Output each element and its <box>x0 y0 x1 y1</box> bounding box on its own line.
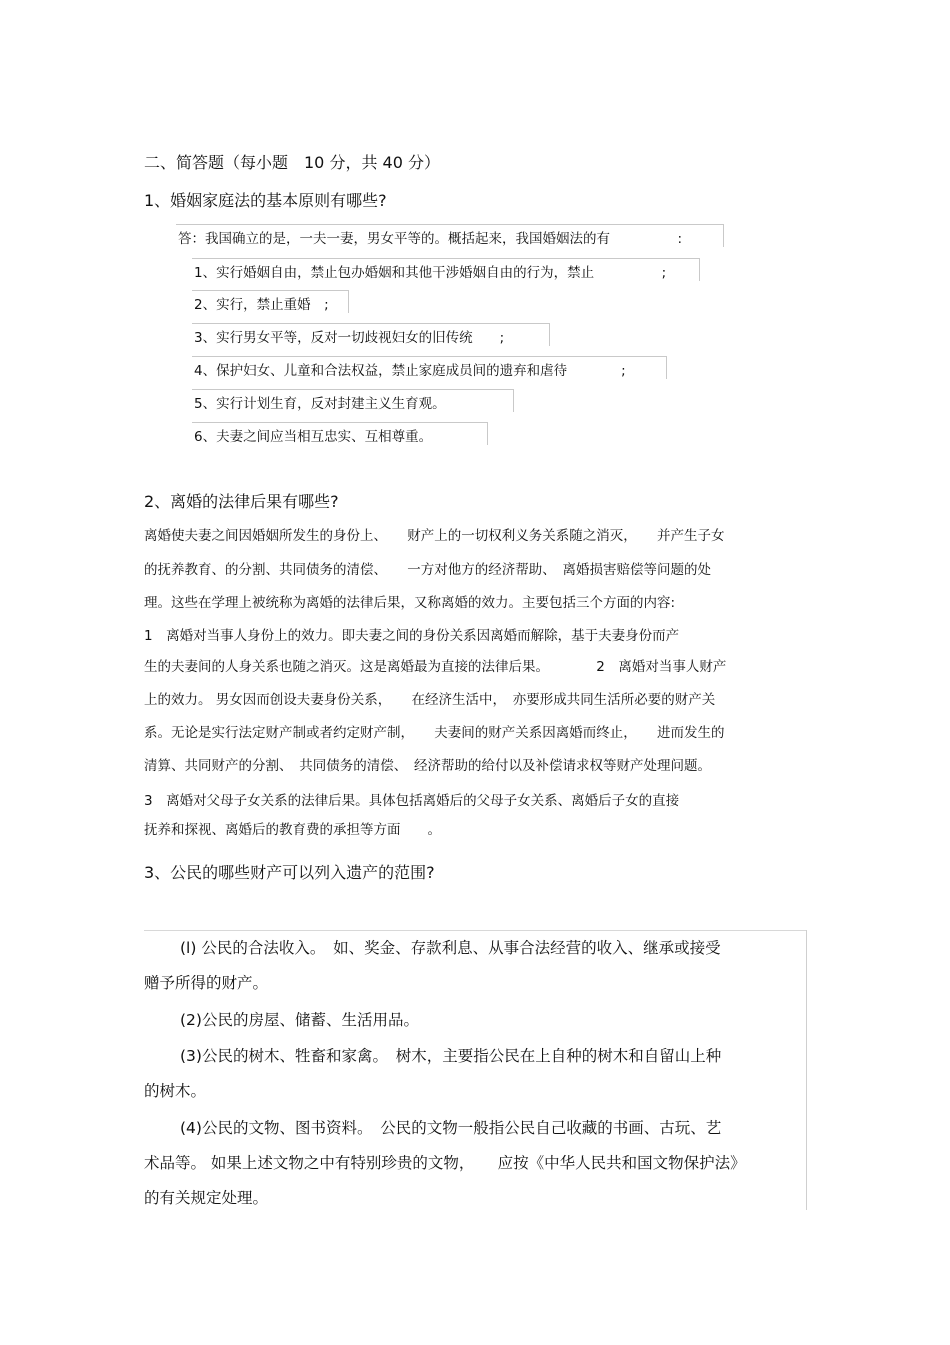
principle-item <box>192 290 349 313</box>
answer-2-line: 1 离婚对当事人身份上的效力。即夫妻之间的身份关系因离婚而解除，基于夫妻身份而产 <box>144 628 680 644</box>
principle-item-5: 5、实行计划生育，反对封建主义生育观。 <box>194 396 446 412</box>
principle-item-1: 1、实行婚姻自由，禁止包办婚姻和其他干涉婚姻自由的行为，禁止 ; <box>194 265 667 281</box>
answer-2-line: 3 离婚对父母子女关系的法律后果。具体包括离婚后的父母子女关系、离婚后子女的直接 <box>144 793 680 809</box>
principle-item <box>192 389 514 412</box>
principle-item-6: 6、夫妻之间应当相互忠实、互相尊重。 <box>194 429 433 445</box>
answer-2-line: 离婚使夫妻之间因婚姻所发生的身份上、 财产上的一切权利义务关系随之消灭， 并产生子女 <box>144 528 725 544</box>
principle-item <box>192 356 667 379</box>
answer-intro: 答：我国确立的是，一夫一妻，男女平等的。概括起来，我国婚姻法的有 : <box>178 231 683 247</box>
answer-2-line: 的抚养教育、的分割、共同债务的清偿、 一方对他方的经济帮助、 离婚损害赔偿等问题的处 <box>144 562 711 578</box>
answer-3-border <box>806 930 807 1210</box>
answer-2-line: 抚养和探视、离婚后的教育费的承担等方面 。 <box>144 822 441 838</box>
principle-item <box>192 323 550 346</box>
answer-2-line: 生的夫妻间的人身关系也随之消灭。这是离婚最为直接的法律后果。 2 离婚对当事人财产 <box>144 659 727 675</box>
principle-item <box>192 258 700 281</box>
principle-item-3: 3、实行男女平等，反对一切歧视妇女的旧传统 ; <box>194 330 505 346</box>
answer-intro-box <box>176 224 724 247</box>
answer-2-line: 理。这些在学理上被统称为离婚的法律后果，又称离婚的效力。主要包括三个方面的内容: <box>144 595 676 611</box>
answer-3-line: (4)公民的文物、图书资料。 公民的文物一般指公民自己收藏的书画、古玩、艺 <box>180 1119 722 1137</box>
answer-3-line: 的树木。 <box>144 1082 207 1100</box>
answer-3-line: (3)公民的树木、牲畜和家禽。 树木，主要指公民在上自种的树木和自留山上种 <box>180 1047 722 1065</box>
question-1: 1、婚姻家庭法的基本原则有哪些? <box>144 191 387 210</box>
answer-2-line: 清算、共同财产的分割、 共同债务的清偿、 经济帮助的给付以及补偿请求权等财产处理问题。 <box>144 758 711 774</box>
answer-3-line: 的有关规定处理。 <box>144 1189 269 1207</box>
question-2: 2、离婚的法律后果有哪些? <box>144 492 339 511</box>
answer-3-top-border <box>144 930 806 931</box>
principle-item <box>192 422 488 445</box>
answer-3-line: (2)公民的房屋、储蓄、生活用品。 <box>180 1011 419 1029</box>
answer-2-line: 上的效力。 男女因而创设夫妻身份关系， 在经济生活中， 亦要形成共同生活所必要的财产关 <box>144 692 716 708</box>
answer-3-line: 赠予所得的财产。 <box>144 974 269 992</box>
principle-item-2: 2、实行，禁止重婚 ; <box>194 297 329 313</box>
section-heading: 二、简答题（每小题 10 分，共 40 分） <box>144 153 440 172</box>
answer-2-line: 系。无论是实行法定财产制或者约定财产制， 夫妻间的财产关系因离婚而终止， 进而发生的 <box>144 725 725 741</box>
question-3: 3、公民的哪些财产可以列入遗产的范围? <box>144 863 435 882</box>
principle-item-4: 4、保护妇女、儿童和合法权益，禁止家庭成员间的遗弃和虐待 ; <box>194 363 626 379</box>
answer-3-line: 术品等。 如果上述文物之中有特别珍贵的文物， 应按《中华人民共和国文物保护法》 <box>144 1154 746 1172</box>
answer-3-line: (l) 公民的合法收入。 如、奖金、存款利息、从事合法经营的收入、继承或接受 <box>180 939 721 957</box>
